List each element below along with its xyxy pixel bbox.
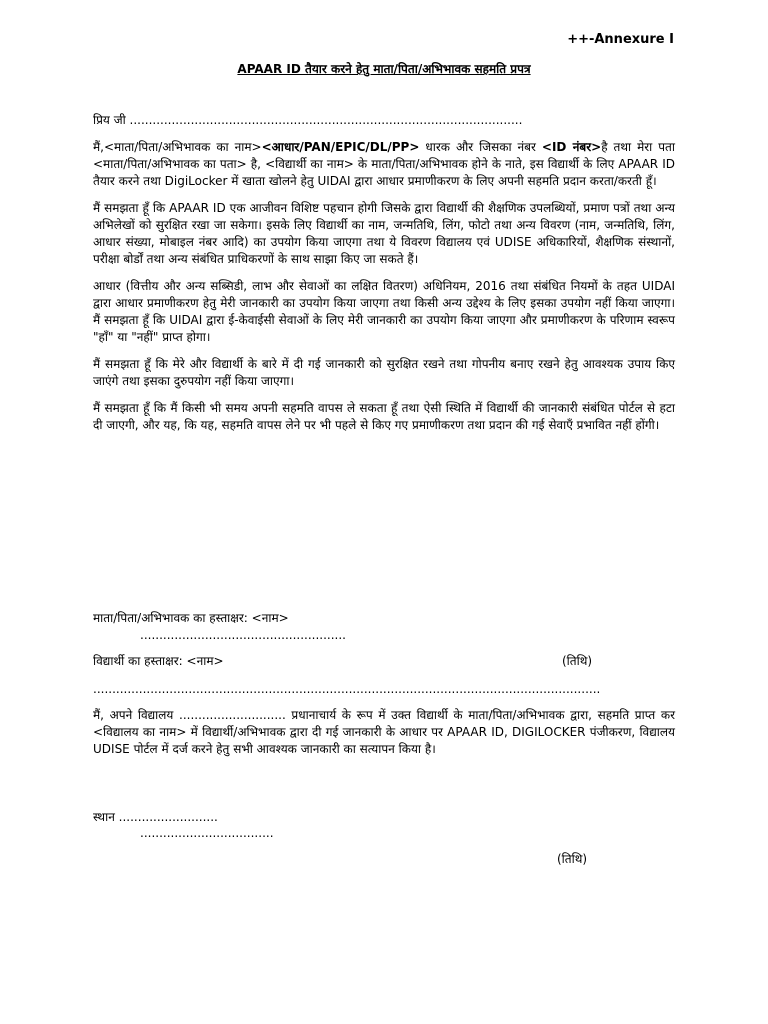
p1-id-number: <ID नंबर>: [541, 140, 602, 154]
p6-part-b: प्रधानाचार्य के रूप में उक्त विद्यार्थी के माता/पिता/अभिभावक द्वारा, सहमति प्राप्त कर <विद्यालय का नाम> में विद्यार्थी/अभिभावक द्वारा दी गई जानकारी के आधार पर APAAR ID, DIGILOCKER पंजीकरण, विद्यालय UDISE पोर्टल में दर्ज करने हेतु सभी आवश्यक जानकारी का सत्यापन किया है।: [93, 708, 675, 756]
paragraph-aadhaar-act: आधार (वित्तीय और अन्य सब्सिडी, लाभ और सेवाओं का लक्षित वितरण) अधिनियम, 2016 तथा संबंधित नियमों के तहत UIDAI द्वारा आधार प्रमाणीकरण हेतु मेरी जानकारी का उपयोग किया जाएगा तथा किसी अन्य उद्देश्य के लिए इसका उपयोग नहीं किया जाएगा। मैं समझता हूँ कि UIDAI द्वारा ई-केवाईसी सेवाओं के लिए मेरी जानकारी का उपयोग किया जाएगा और प्रमाणीकरण के परिणाम स्वरूप "हाँ" या "नहीं" प्राप्त होगा।: [93, 279, 675, 344]
paragraph-principal: [93, 707, 675, 758]
place-label: स्थान ..........................: [93, 810, 218, 824]
separator-dotted-line: .....................................................................................................................................: [93, 682, 601, 696]
paragraph-withdraw: मैं समझता हूँ कि मैं किसी भी समय अपनी सहमति वापस ले सकता हूँ तथा ऐसी स्थिति में विद्यार्थी की जानकारी संबंधित पोर्टल से हटा दी जाएगी, और यह, कि यह, सहमति वापस लेने पर भी पहले से किए गए प्रमाणीकरण तथा प्रदान की गई सेवाएँ प्रभावित नहीं होंगी।: [93, 401, 675, 432]
paragraph-apaar: मैं समझता हूँ कि APAAR ID एक आजीवन विशिष्ट पहचान होगी जिसके द्वारा विद्यार्थी की शैक्षणिक उपलब्धियों, प्रमाण पत्रों तथा अन्य अभिलेखों को सुरक्षित रखा जा सकेगा। इसके लिए विद्यार्थी का नाम, जन्मतिथि, लिंग, फोटो तथा अन्य विवरण (नाम, जन्मतिथि, लिंग, आधार संख्या, मोबाइल नंबर आदि) का उपयोग किया जाएगा तथा ये विवरण विद्यालय एवं UDISE अधिकारियों, शैक्षणिक संस्थानों, परीक्षा बोर्डों तथा अन्य संबंधित प्राधिकरणों के साथ साझा किए जा सकते हैं।: [93, 201, 675, 266]
document-title: APAAR ID तैयार करने हेतु माता/पिता/अभिभावक सहमति प्रपत्र: [237, 62, 531, 76]
document-body: [93, 112, 675, 444]
p1-part-c: धारक और जिसका नंबर: [425, 140, 536, 154]
p1-id-types: <आधार/PAN/EPIC/DL/PP>: [261, 140, 420, 154]
student-signature-date: (तिथि): [562, 654, 593, 668]
p6-dots: ............................: [179, 708, 286, 722]
guardian-signature-line: ......................................................: [140, 628, 346, 642]
salutation: प्रिय जी .......................................................................................................: [93, 113, 523, 127]
principal-date: (तिथि): [557, 852, 588, 866]
p1-part-e: है तथा मेरा पता <माता/पिता/अभिभावक का पता> है, <विद्यार्थी का नाम> के माता/पिता/अभिभावक होने के नाते, इस विद्यार्थी के लिए APAAR ID तैयार करने तथा DigiLocker में खाता खोलने हेतु UIDAI द्वारा आधार प्रमाणीकरण के लिए अपनी सहमति प्रदान करता/करती हूँ।: [93, 140, 676, 188]
student-signature-label: विद्यार्थी का हस्ताक्षर: <नाम>: [93, 654, 224, 668]
principal-signature-line: ...................................: [140, 826, 274, 840]
paragraph-consent: [93, 139, 675, 190]
p6-part-a: मैं, अपने विद्यालय: [93, 708, 174, 722]
paragraph-data-security: मैं समझता हूँ कि मेरे और विद्यार्थी के बारे में दी गई जानकारी को सुरक्षित रखने तथा गोपनीय बनाए रखने हेतु आवश्यक उपाय किए जाएंगे तथा इसका दुरुपयोग नहीं किया जाएगा।: [93, 357, 675, 388]
annexure-label: ++-Annexure I: [567, 32, 674, 47]
p1-part-a: मैं,<माता/पिता/अभिभावक का नाम>: [93, 140, 262, 154]
guardian-signature-label: माता/पिता/अभिभावक का हस्ताक्षर: <नाम>: [93, 611, 289, 625]
